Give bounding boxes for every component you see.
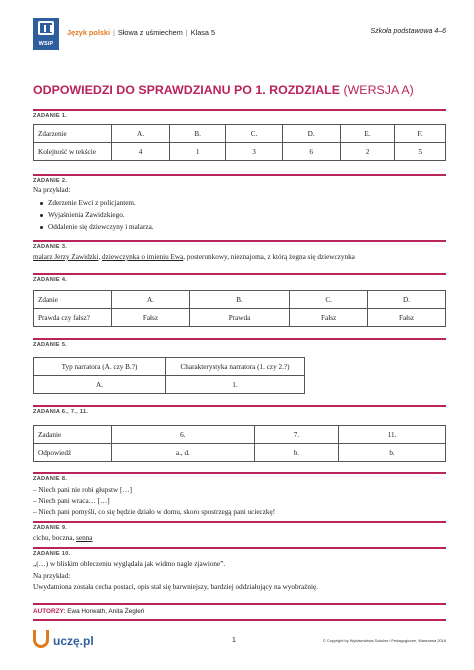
table-cell: b. (339, 444, 446, 462)
section-divider (33, 338, 446, 340)
table-cell: Prawda czy fałsz? (34, 309, 112, 327)
table-cell: 4 (112, 143, 170, 161)
list-item: Oddalenie się dziewczyny i malarza. (40, 221, 154, 233)
ucze-logo (33, 628, 133, 652)
task-6-7-11-table (33, 425, 446, 462)
page-title-version: (WERSJA A) (343, 83, 414, 97)
task-10-answer: Uwydatniona została cecha postaci, opis stał się barwniejszy, bardziej oddziałujący na wyobraźnię. (33, 583, 318, 591)
section-divider (33, 174, 446, 176)
table-row (34, 125, 446, 143)
page-title (33, 83, 414, 97)
task-5-table (33, 357, 305, 394)
task-5-label: ZADANIE 5. (33, 342, 68, 348)
table-cell: Zdarzenie (34, 125, 112, 143)
table-cell: C. (290, 291, 368, 309)
page-title-main: ODPOWIEDZI DO SPRAWDZIANU PO 1. ROZDZIALE (33, 83, 341, 97)
table-cell: Typ narratora (A. czy B.?) (34, 358, 166, 376)
task-2-intro: Na przykład: (33, 186, 71, 194)
table-cell: D. (368, 291, 446, 309)
table-row (34, 309, 446, 327)
table-cell: 1 (170, 143, 226, 161)
task-3-answer: malarz Jerzy Zawidzki, dziewczynka o imieniu Ewa, posterunkowy, nieznajoma, z którą żegna się dziewczynka (33, 253, 355, 261)
wsip-logo-icon (38, 21, 54, 35)
task-8-line: – Niech pani wraca… […] (33, 497, 110, 505)
section-divider (33, 472, 446, 474)
table-row (34, 426, 446, 444)
task-10-intro: Na przykład: (33, 572, 71, 580)
task-4-table (33, 290, 446, 327)
table-cell: F. (395, 125, 446, 143)
table-cell: B. (170, 125, 226, 143)
task-2-label: ZADANIE 2. (33, 178, 68, 184)
section-divider (33, 603, 446, 605)
table-cell: D. (282, 125, 340, 143)
table-cell: C. (226, 125, 282, 143)
task-6-7-11-label: ZADANIA 6., 7., 11. (33, 409, 89, 415)
table-cell: Odpowiedź (34, 444, 112, 462)
underlined-answer: dziewczynka o imieniu Ewa (102, 253, 184, 261)
section-divider (33, 273, 446, 275)
breadcrumb-subject: Język polski (67, 28, 110, 37)
table-cell: Zadanie (34, 426, 112, 444)
section-divider (33, 547, 446, 549)
task-10-label: ZADANIE 10. (33, 551, 71, 557)
task-10-quote: „(…) w bliskim obleczeniu wyglądała jak widmo nagle zjawione”. (33, 560, 226, 568)
breadcrumb-grade: Klasa 5 (190, 28, 216, 37)
table-cell: Fałsz (112, 309, 190, 327)
table-row (34, 376, 305, 394)
task-8-label: ZADANIE 8. (33, 476, 68, 482)
table-cell: B. (189, 291, 289, 309)
section-divider (33, 109, 446, 111)
table-cell: A. (34, 376, 166, 394)
table-cell: 6. (112, 426, 255, 444)
wsip-logo (33, 18, 59, 50)
task-4-label: ZADANIE 4. (33, 277, 68, 283)
table-cell: A. (112, 125, 170, 143)
table-cell: b. (254, 444, 338, 462)
authors (33, 608, 144, 615)
table-cell: 2 (340, 143, 395, 161)
table-cell: A. (112, 291, 190, 309)
table-row (34, 291, 446, 309)
section-divider (33, 240, 446, 242)
underlined-answer: senna (76, 534, 93, 542)
ucze-logo-icon (33, 630, 49, 648)
task-9-answer: cichu, boczna, senna (33, 534, 93, 542)
table-cell: a., d. (112, 444, 255, 462)
table-cell: 3 (226, 143, 282, 161)
table-cell: E. (340, 125, 395, 143)
authors-label: AUTORZY: (33, 608, 66, 615)
table-cell: Fałsz (290, 309, 368, 327)
table-cell: Fałsz (368, 309, 446, 327)
task-2-list (40, 197, 154, 233)
table-cell: 5 (395, 143, 446, 161)
copyright: © Copyright by Wydawnictwa Szkolne i Pedagogiczne, Warszawa 2018 (322, 638, 446, 643)
school-level: Szkoła podstawowa 4–6 (370, 28, 446, 35)
task-8-line: – Niech pani pomyśli, co się będzie działo w domu, skoro spostrzegą pani ucieczkę! (33, 508, 276, 516)
table-cell: 6 (282, 143, 340, 161)
task-1-table (33, 124, 446, 161)
page-header (33, 18, 446, 52)
table-cell: Prawda (189, 309, 289, 327)
list-item: Zderzenie Ewci z policjantem. (40, 197, 154, 209)
table-cell: 7. (254, 426, 338, 444)
breadcrumb: Język polski | Słowa z uśmiechem | Klasa 5 (67, 28, 216, 37)
section-divider (33, 521, 446, 523)
table-row (34, 444, 446, 462)
table-cell: Charakterystyka narratora (1. czy 2.?) (166, 358, 305, 376)
table-cell: Kolejność w tekście (34, 143, 112, 161)
page-number: 1 (232, 637, 236, 644)
table-cell: 1. (166, 376, 305, 394)
authors-names: Ewa Horwath, Anita Żegleń (67, 608, 145, 615)
section-divider (33, 405, 446, 407)
underlined-answer: malarz Jerzy Zawidzki (33, 253, 99, 261)
wsip-logo-text: WSiP (38, 41, 54, 47)
ucze-logo-text: uczę.pl (53, 634, 94, 648)
task-1-label: ZADANIE 1. (33, 113, 68, 119)
breadcrumb-book: Słowa z uśmiechem (117, 28, 183, 37)
table-cell: Zdanie (34, 291, 112, 309)
task-8-line: – Niech pani nie robi głupstw […] (33, 486, 133, 494)
section-divider (33, 619, 446, 621)
list-item: Wyjaśnienia Zawidzkiego. (40, 209, 154, 221)
table-row (34, 143, 446, 161)
task-3-label: ZADANIE 3. (33, 244, 68, 250)
task-9-label: ZADANIE 9. (33, 525, 68, 531)
table-cell: 11. (339, 426, 446, 444)
table-row (34, 358, 305, 376)
